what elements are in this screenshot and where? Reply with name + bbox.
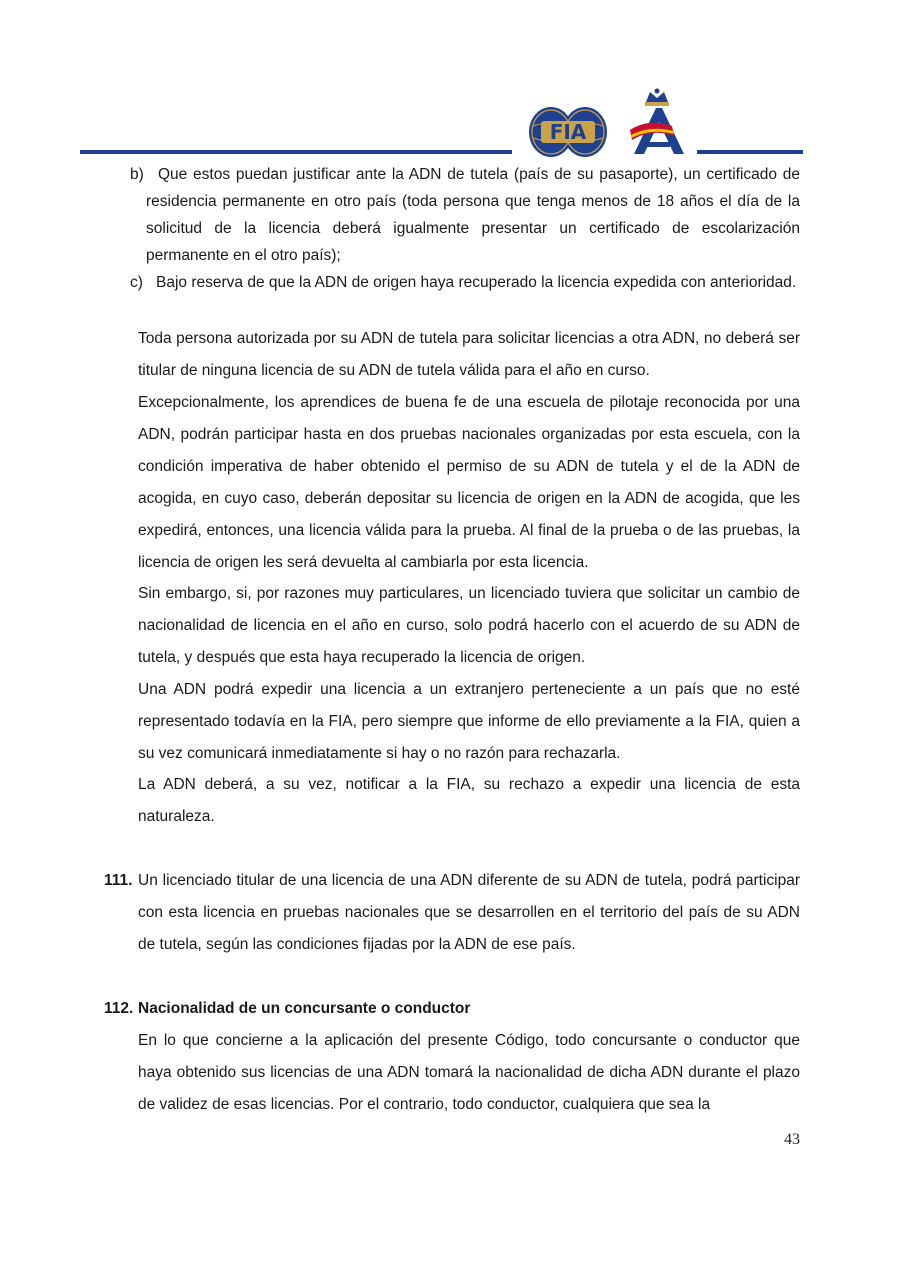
article-111-text: Un licenciado titular de una licencia de una ADN diferente de su ADN de tutela, podrá participar con esta licencia en pruebas nacionales que se desarrollen en el territorio del país de su ADN de tutela, según las condiciones fijadas por la ADN de ese país.	[138, 872, 800, 953]
paragraph-5: La ADN deberá, a su vez, notificar a la FIA, su rechazo a expedir una licencia de esta naturaleza.	[138, 776, 800, 825]
paragraph-2: Excepcionalmente, los aprendices de buena fe de una escuela de pilotaje reconocida por una ADN, podrán participar hasta en dos pruebas nacionales organizadas por esta escuela, con la condición imperativa de haber obtenido el permiso de su ADN de tutela y el de la ADN de acogida, en cuyo caso, deberán depositar su licencia de origen en la ADN de acogida, que les expedirá, entonces, una licencia válida para la prueba. Al final de la prueba o de las pruebas, la licencia de origen les será devuelta al cambiarla por esta licencia.	[138, 394, 800, 571]
paragraph-4: Una ADN podrá expedir una licencia a un extranjero perteneciente a un país que no esté representado todavía en la FIA, pero siempre que informe de ello previamente a la FIA, quien a su vez comunicará inmediatamente si hay o no razón para rechazarla.	[138, 681, 800, 762]
article-112-title: Nacionalidad de un concursante o conductor	[138, 1000, 471, 1017]
list-text-c: Bajo reserva de que la ADN de origen haya recuperado la licencia expedida con anterioridad.	[156, 274, 797, 291]
paragraph-1: Toda persona autorizada por su ADN de tutela para solicitar licencias a otra ADN, no deberá ser titular de ninguna licencia de su ADN de tutela válida para el año en curso.	[138, 330, 800, 379]
list-item-c	[130, 269, 800, 296]
rfeda-logo	[626, 88, 688, 158]
list-text-b: Que estos puedan justificar ante la ADN de tutela (país de su pasaporte), un certificado de residencia permanente en otro país (toda persona que tenga menos de 18 años el día de la solicitud de la licencia deberá igualmente presentar un certificado de escolarización permanente en el otro país);	[146, 166, 800, 264]
fia-logo-text: FIA	[549, 120, 587, 144]
list-marker-c: c)	[130, 274, 143, 291]
fia-logo	[527, 104, 609, 160]
article-112-text: En lo que concierne a la aplicación del presente Código, todo concursante o conductor que haya obtenido sus licencias de una ADN tomará la nacionalidad de dicha ADN durante el plazo de validez de esas licencias. Por el contrario, todo conductor, cualquiera que sea la	[138, 1032, 800, 1113]
list-item-b	[130, 161, 800, 269]
article-111-number: 111.	[104, 872, 133, 889]
paragraph-3: Sin embargo, si, por razones muy particulares, un licenciado tuviera que solicitar un cambio de nacionalidad de licencia en el año en curso, solo podrá hacerlo con el acuerdo de su ADN de tutela, y después que esta haya recuperado la licencia de origen.	[138, 585, 800, 666]
page-number: 43	[784, 1131, 800, 1148]
header-rule-right	[697, 150, 803, 154]
article-112-number: 112.	[104, 1000, 134, 1017]
list-marker-b: b)	[130, 166, 144, 183]
header-rule-left	[80, 150, 512, 154]
